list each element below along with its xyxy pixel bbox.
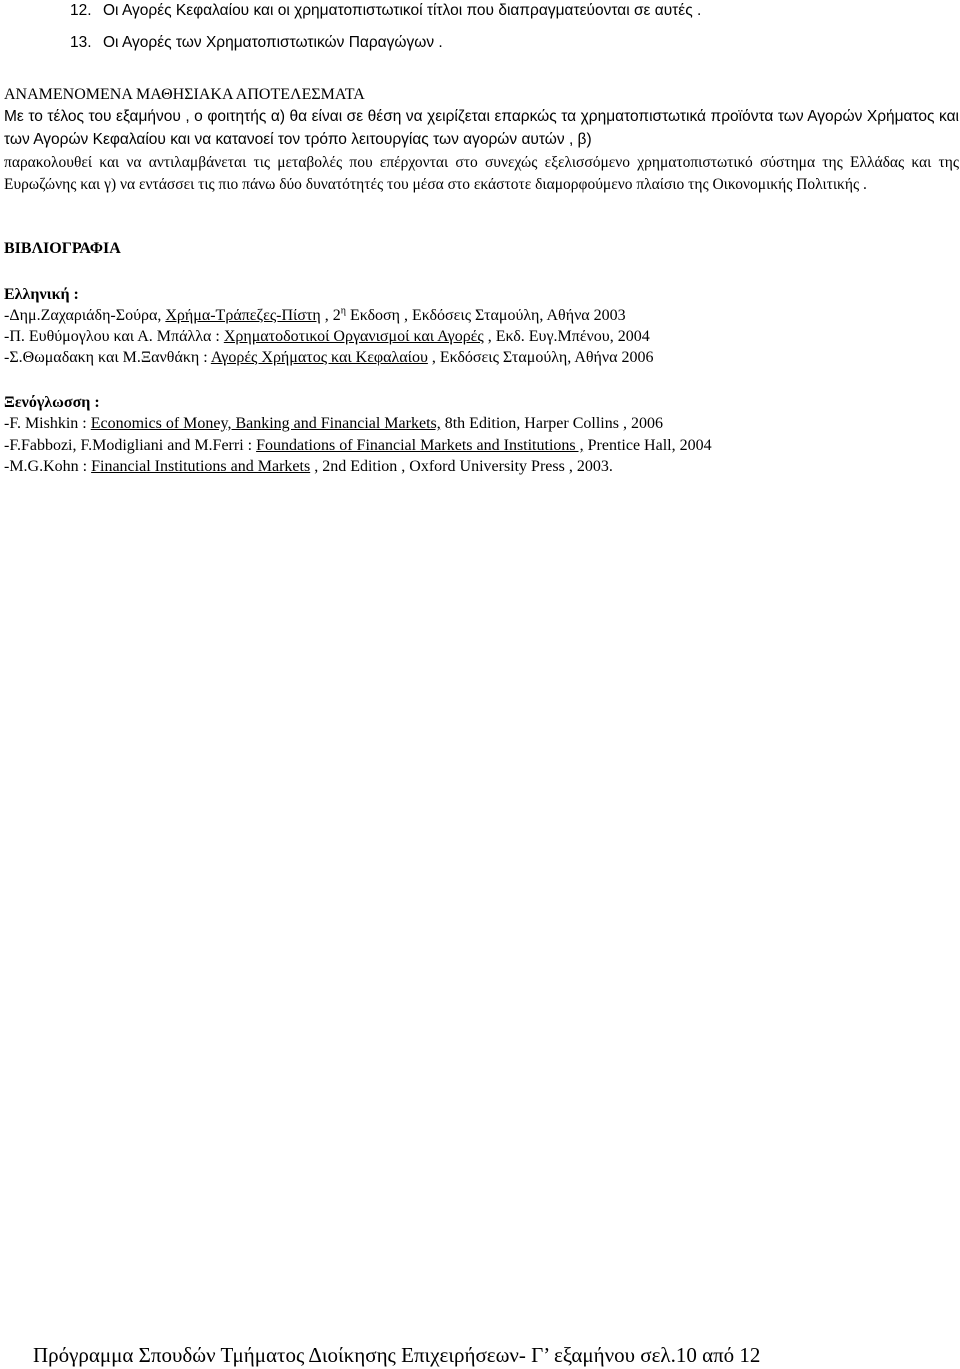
greek-ref-2: [4, 328, 650, 346]
outcomes-paragraph-2: παρακολουθεί και να αντιλαμβάνεται τις μεταβολές που επέρχονται στο συνεχώς εξελισσόμενο χρηματοπιστωτικό σύστημα της Ελλάδας και της Ευρωζώνης και γ) να εντάσσει τις πιο πάνω δύο δυνατότητές του μέσα στο εκάστοτε διαμορφούμενο πλαίσιο της Οικονομικής Πολιτικής .: [4, 153, 959, 194]
ref-publisher: 8th Edition, Harper Collins , 2006: [440, 415, 663, 432]
outcomes-heading: ΑΝΑΜΕΝΟΜΕΝΑ ΜΑΘΗΣΙΑΚΑ ΑΠΟΤΕΛΕΣΜΑΤΑ: [4, 86, 365, 103]
ref-title: Χρήμα-Τράπεζες-Πίστη: [165, 307, 321, 324]
ref-publisher: , 2nd Edition , Oxford University Press , 2003.: [310, 458, 613, 475]
list-number: 12.: [70, 2, 92, 19]
outcomes-paragraph-1: Με το τέλος του εξαμήνου , ο φοιτητής α) θα είναι σε θέση να χειρίζεται επαρκώς τα χρηματοπιστωτικά προϊόντα των Αγορών Χρήματος και των Αγορών Κεφαλαίου και να κατανοεί τον τρόπο λειτουργίας των αγορών αυτών , β): [4, 108, 959, 148]
list-text: Οι Αγορές των Χρηματοπιστωτικών Παραγώγων .: [103, 34, 443, 51]
ref-author: -Σ.Θωμαδακη και Μ.Ξανθάκη :: [4, 349, 211, 366]
ref-publisher: , Εκδ. Ευγ.Μπένου, 2004: [483, 328, 650, 345]
list-item-13: [70, 34, 443, 52]
ref-author: -Δημ.Ζαχαριάδη-Σούρα,: [4, 307, 166, 324]
greek-ref-1: [4, 307, 626, 325]
foreign-ref-3: [4, 458, 613, 476]
bibliography-heading: ΒΙΒΛΙΟΓΡΑΦΙΑ: [4, 240, 121, 257]
ref-author: -Π. Ευθύμογλου και Α. Μπάλλα :: [4, 328, 224, 345]
ref-title: Χρηματοδοτικοί Οργανισμοί και Αγορές: [223, 328, 484, 345]
greek-label: Ελληνική :: [4, 286, 79, 303]
ref-author: -F. Mishkin :: [4, 415, 91, 432]
ref-title: Economics of Money, Banking and Financial Markets,: [90, 415, 441, 432]
ref-title: Αγορές Χρήματος και Κεφαλαίου: [210, 349, 428, 366]
ref-edition-sup: η: [340, 305, 347, 317]
ref-author: -M.G.Kohn :: [4, 458, 92, 475]
ref-publisher: Prentice Hall, 2004: [583, 437, 712, 454]
foreign-ref-1: [4, 415, 663, 433]
list-text: Οι Αγορές Κεφαλαίου και οι χρηματοπιστωτικοί τίτλοι που διαπραγματεύονται σε αυτές .: [103, 2, 702, 19]
ref-author: -F.Fabbozi, F.Modigliani and M.Ferri :: [4, 437, 257, 454]
ref-title: Foundations of Financial Markets and Institutions ,: [256, 437, 584, 454]
greek-ref-3: [4, 349, 654, 367]
outcomes-body: [4, 106, 959, 197]
list-item-12: [70, 2, 701, 20]
list-number: 13.: [70, 34, 92, 51]
ref-edition: , 2: [320, 307, 341, 324]
foreign-label: Ξενόγλωσση :: [4, 394, 100, 411]
foreign-ref-2: [4, 437, 712, 455]
page-footer: Πρόγραμμα Σπουδών Τμήματος Διοίκησης Επιχειρήσεων- Γ’ εξαμήνου σελ.10 από 12: [33, 1343, 761, 1367]
ref-title: Financial Institutions and Markets: [91, 458, 311, 475]
ref-publisher: , Εκδόσεις Σταμούλη, Αθήνα 2006: [427, 349, 654, 366]
ref-publisher: Εκδοση , Εκδόσεις Σταμούλη, Αθήνα 2003: [346, 307, 626, 324]
